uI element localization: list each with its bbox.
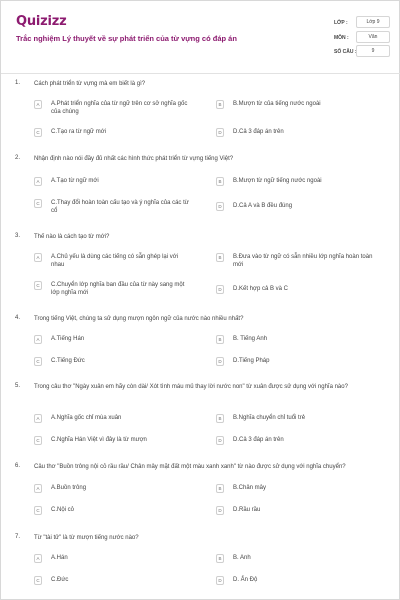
question-number: 6.	[15, 463, 21, 469]
option-letter: A	[34, 177, 42, 186]
option-letter: D	[216, 576, 224, 585]
option-letter: B	[216, 177, 224, 186]
option-letter: B	[216, 335, 224, 344]
question-number: 3.	[15, 233, 21, 239]
question-number: 1.	[15, 80, 21, 86]
worksheet-title: Trắc nghiệm Lý thuyết về sự phát triển của từ vựng có đáp án	[16, 34, 237, 43]
option-text: D.Cả A và B đều đúng	[233, 203, 293, 209]
option-text: A.Nghĩa gốc chỉ mùa xuân	[51, 415, 122, 421]
option-text: D.Tiếng Pháp	[233, 358, 270, 364]
meta-count	[334, 45, 390, 58]
option-text: B.Mượn từ của tiếng nước ngoài	[233, 101, 321, 107]
option-text: C.Thay đổi hoàn toàn cấu tạo và ý nghĩa của các từ cổ	[51, 200, 189, 214]
option-letter: D	[216, 128, 224, 137]
option-text: A.Phát triển nghĩa của từ ngữ trên cơ sở nghĩa gốc của chúng	[51, 101, 188, 115]
header-divider	[1, 73, 400, 74]
option-letter: C	[34, 357, 42, 366]
meta-subject	[334, 31, 390, 44]
option-text: D.Cả 3 đáp án trên	[233, 129, 284, 135]
meta-grade-value: Lớp 9	[356, 16, 390, 28]
option-text: C.Tạo ra từ ngữ mới	[51, 129, 106, 135]
option-text: A.Hán	[51, 555, 68, 561]
question-text: Nhận định nào nói đầy đủ nhất các hình thức phát triển từ vựng tiếng Việt?	[34, 156, 234, 162]
meta-grade-label: LỚP :	[334, 20, 348, 26]
option-letter: A	[34, 100, 42, 109]
option-letter: C	[34, 436, 42, 445]
question-text: Trong câu thơ "Ngày xuân em hãy còn dài/ Xót tình máu mủ thay lời nước non" từ xuân được sử dụng với nghĩa nào?	[34, 384, 348, 390]
option-letter: D	[216, 285, 224, 294]
question-text: Thế nào là cách tạo từ mới?	[34, 234, 110, 240]
option-letter: C	[34, 576, 42, 585]
option-letter: A	[34, 484, 42, 493]
option-letter: D	[216, 436, 224, 445]
option-text: D.Cả 3 đáp án trên	[233, 437, 284, 443]
option-letter: A	[34, 335, 42, 344]
meta-count-label: SỐ CÂU :	[334, 49, 357, 55]
option-text: B.Chân mây	[233, 485, 267, 491]
option-text: D. Ấn Độ	[233, 577, 258, 583]
option-letter: C	[34, 128, 42, 137]
quizizz-logo: Quizizz	[16, 14, 67, 29]
option-text: C.Đức	[51, 577, 69, 583]
meta-subject-label: MÔN :	[334, 35, 349, 41]
question-text: Từ "tài tử" là từ mượn tiếng nước nào?	[34, 535, 139, 541]
question-text: Trong tiếng Việt, chúng ta sử dụng mượn ngôn ngữ của nước nào nhiều nhất?	[34, 316, 244, 322]
question-number: 2.	[15, 155, 21, 161]
option-letter: C	[34, 199, 42, 208]
option-text: B. Anh	[233, 555, 251, 561]
meta-count-value: 9	[356, 45, 390, 57]
question-number: 5.	[15, 383, 21, 389]
option-letter: A	[34, 414, 42, 423]
option-letter: B	[216, 253, 224, 262]
option-letter: B	[216, 484, 224, 493]
option-letter: D	[216, 506, 224, 515]
option-text: C.Tiếng Đức	[51, 358, 85, 364]
option-text: B. Tiếng Anh	[233, 336, 268, 342]
option-text: C.Chuyển lớp nghĩa ban đầu của từ này sang một lớp nghĩa mới	[51, 282, 185, 296]
option-letter: C	[34, 281, 42, 290]
question-text: Cách phát triển từ vựng mà em biết là gì?	[34, 81, 146, 87]
option-text: A.Chủ yếu là dùng các tiếng có sẵn ghép lại với nhau	[51, 254, 179, 268]
meta-subject-value: Văn	[356, 31, 390, 43]
option-text: A.Tiếng Hán	[51, 336, 85, 342]
meta-grade	[334, 16, 390, 29]
option-text: D.Rầu rầu	[233, 507, 261, 513]
option-text: A.Buồn trông	[51, 485, 87, 491]
option-letter: B	[216, 414, 224, 423]
option-letter: D	[216, 357, 224, 366]
worksheet-header	[1, 1, 400, 73]
question-text: Câu thơ "Buồn trông nội cỏ rầu rầu/ Chân mây mặt đất một màu xanh xanh" từ nào được sử dụng với nghĩa chuyển?	[34, 464, 346, 470]
option-text: B.Đưa vào từ ngữ có sẵn nhiều lớp nghĩa hoàn toàn mới	[233, 254, 373, 268]
option-letter: B	[216, 100, 224, 109]
option-text: B.Mượn từ ngữ tiếng nước ngoài	[233, 178, 322, 184]
option-text: D.Kết hợp cả B và C	[233, 286, 288, 292]
option-letter: D	[216, 202, 224, 211]
question-number: 4.	[15, 315, 21, 321]
option-text: A.Tạo từ ngữ mới	[51, 178, 99, 184]
option-text: B.Nghĩa chuyển chỉ tuổi trẻ	[233, 415, 306, 421]
option-letter: A	[34, 554, 42, 563]
option-letter: C	[34, 506, 42, 515]
option-text: C.Nghĩa Hán Việt vì đây là từ mượn	[51, 437, 147, 443]
question-number: 7.	[15, 534, 21, 540]
option-text: C.Nội cỏ	[51, 507, 75, 513]
option-letter: A	[34, 253, 42, 262]
option-letter: B	[216, 554, 224, 563]
